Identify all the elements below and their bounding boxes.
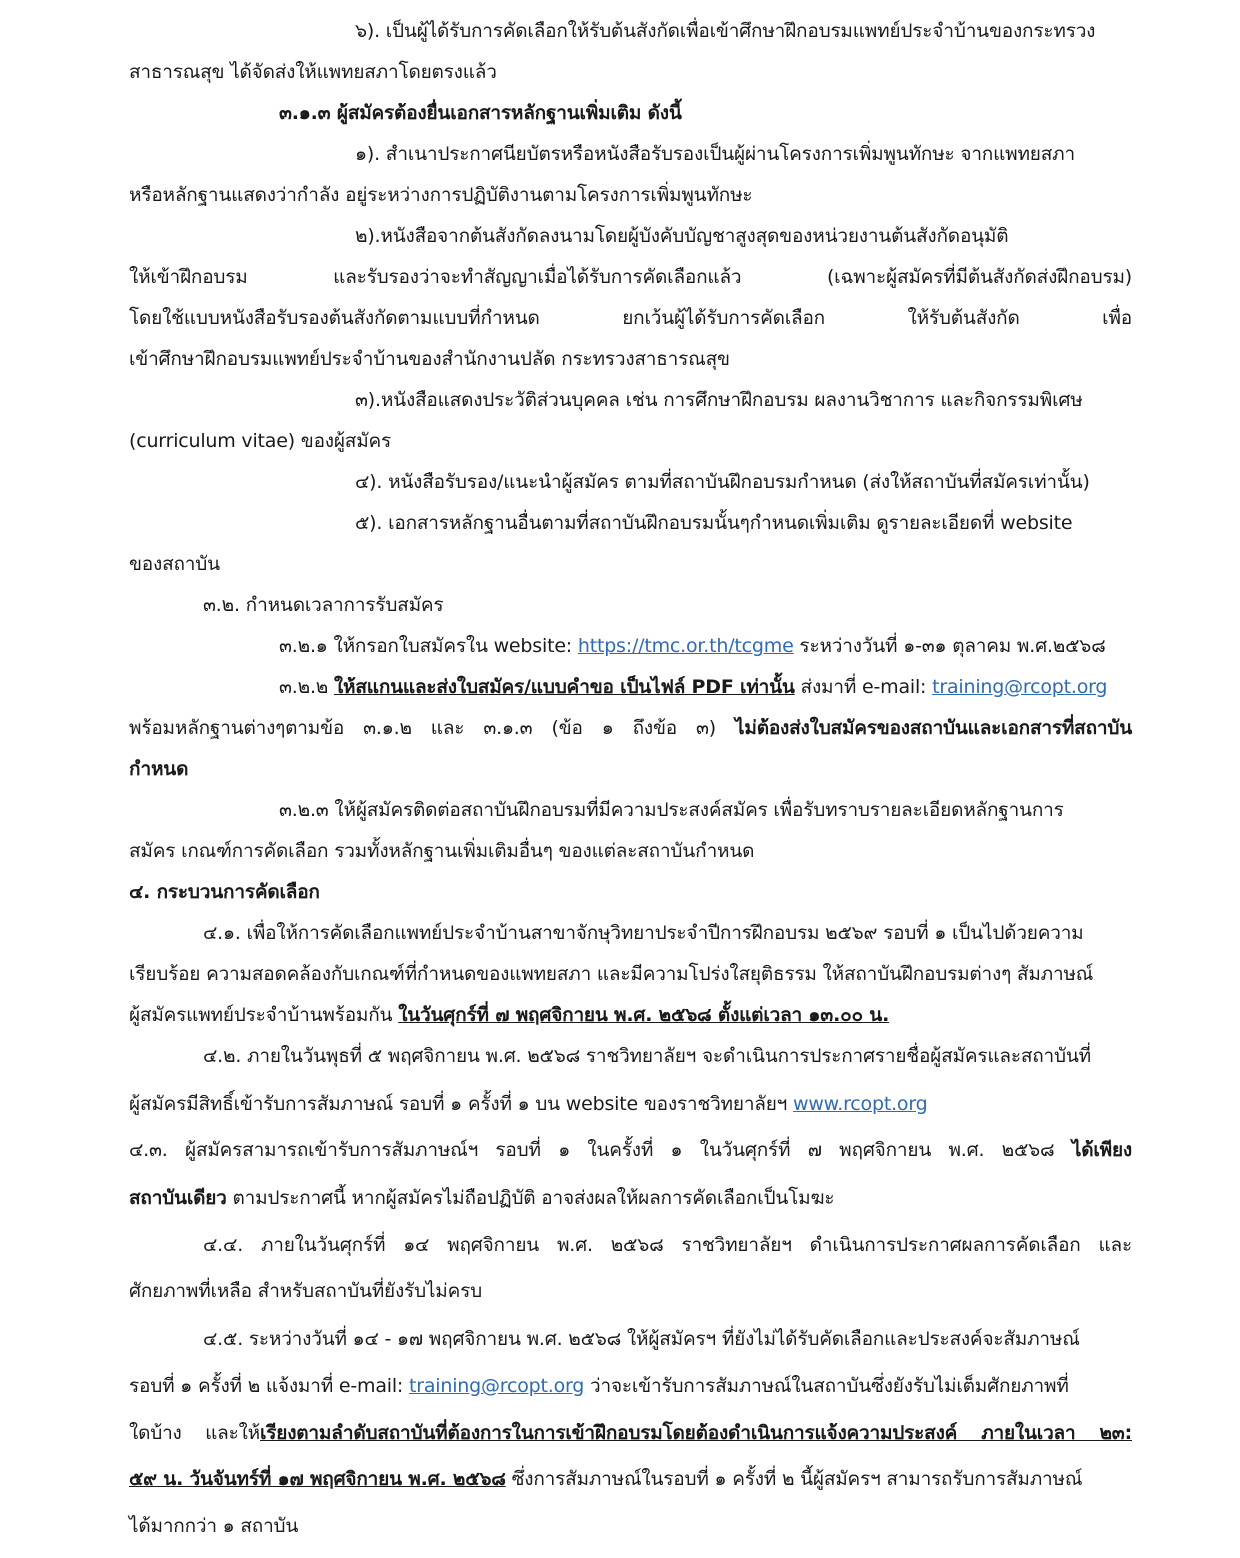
doc-line: ได้มากกว่า ๑ สถาบัน (129, 1515, 299, 1537)
doc-line: หรือหลักฐานแสดงว่ากำลัง อยู่ระหว่างการปฏิบัติงานตามโครงการเพิ่มพูนทักษะ (129, 184, 753, 206)
doc-line: โดยใช้แบบหนังสือรับรองต้นสังกัดตามแบบที่กำหนด ยกเว้นผู้ได้รับการคัดเลือก ให้รับต้นสังกัด เพื่อ (129, 307, 1132, 329)
emphasis-text: ได้เพียง (1071, 1139, 1132, 1161)
line-text: ใดบ้าง และให้ (129, 1422, 260, 1444)
doc-line: ๔). หนังสือรับรอง/แนะนำผู้สมัคร ตามที่สถาบันฝึกอบรมกำหนด (ส่งให้สถาบันที่สมัครเท่านั้น) (355, 471, 1090, 493)
doc-line: ๔.๑. เพื่อให้การคัดเลือกแพทย์ประจำบ้านสาขาจักษุวิทยาประจำปีการฝึกอบรม ๒๕๖๙ รอบที่ ๑ เป็นไปด้วยความ (203, 922, 1084, 944)
doc-line: ๓.๒.๓ ให้ผู้สมัครติดต่อสถาบันฝึกอบรมที่มีความประสงค์สมัคร เพื่อรับทราบรายละเอียดหลักฐานการ (279, 799, 1064, 821)
line-text: ๔.๓. ผู้สมัครสามารถเข้ารับการสัมภาษณ์ฯ รอบที่ ๑ ในครั้งที่ ๑ ในวันศุกร์ที่ ๗ พฤศจิกายน พ.ศ. ๒๕๖๘ (129, 1139, 1072, 1161)
doc-line: ๓).หนังสือแสดงประวัติส่วนบุคคล เช่น การศึกษาฝึกอบรม ผลงานวิชาการ และกิจกรรมพิเศษ (355, 389, 1083, 411)
doc-line: สมัคร เกณฑ์การคัดเลือก รวมทั้งหลักฐานเพิ่มเติมอื่นๆ ของแต่ละสถาบันกำหนด (129, 840, 755, 862)
doc-line (129, 1002, 889, 1028)
doc-line (129, 715, 1132, 741)
doc-line (129, 1185, 834, 1211)
doc-line: ๔.๔. ภายในวันศุกร์ที่ ๑๔ พฤศจิกายน พ.ศ. ๒๕๖๘ ราชวิทยาลัยฯ ดำเนินการประกาศผลการคัดเลือก และ (203, 1234, 1132, 1256)
doc-line: เรียบร้อย ความสอดคล้องกับเกณฑ์ที่กำหนดของแพทยสภา และมีความโปร่งใสยุติธรรม ให้สถาบันฝึกอบรมต่างๆ สัมภาษณ์ (129, 963, 1094, 985)
line-text: ซึ่งการสัมภาษณ์ในรอบที่ ๑ ครั้งที่ ๒ นี้ผู้สมัครฯ สามารถรับการสัมภาษณ์ (505, 1468, 1083, 1490)
line-text: ๓.๒.๑ ให้กรอกใบสมัครใน website: (279, 635, 578, 657)
line-text: ผู้สมัครแพทย์ประจำบ้านพร้อมกัน (129, 1004, 399, 1026)
doc-line (129, 1373, 1069, 1399)
section-heading: ๔. กระบวนการคัดเลือก (129, 881, 320, 903)
doc-line (129, 1420, 1132, 1446)
emphasis-text: เรียงตามลำดับสถาบันที่ต้องการในการเข้าฝึกอบรมโดยต้องดำเนินการแจ้งความประสงค์ ภายในเวลา ๒๓: (259, 1422, 1132, 1444)
doc-line: กำหนด (129, 758, 189, 780)
emphasis-text: สถาบันเดียว (129, 1187, 227, 1209)
subsection-heading: ๓.๒. กำหนดเวลาการรับสมัคร (203, 594, 444, 616)
section-heading: ๓.๑.๓ ผู้สมัครต้องยื่นเอกสารหลักฐานเพิ่มเติม ดังนี้ (279, 102, 682, 124)
line-text: พร้อมหลักฐานต่างๆตามข้อ ๓.๑.๒ และ ๓.๑.๓ (ข้อ ๑ ถึงข้อ ๓) (129, 717, 736, 739)
line-text: ว่าจะเข้ารับการสัมภาษณ์ในสถาบันซึ่งยังรับไม่เต็มศักยภาพที่ (584, 1375, 1069, 1397)
line-text: ตามประกาศนี้ หากผู้สมัครไม่ถือปฏิบัติ อาจส่งผลให้ผลการคัดเลือกเป็นโมฆะ (226, 1187, 835, 1209)
doc-line (279, 633, 1106, 659)
emphasis-text: ไม่ต้องส่งใบสมัครของสถาบันและเอกสารที่สถาบัน (735, 717, 1132, 739)
doc-line (129, 1137, 1132, 1163)
doc-line (129, 1091, 927, 1117)
tcgme-link[interactable]: https://tmc.or.th/tcgme (577, 635, 794, 657)
line-text: ผู้สมัครมีสิทธิ์เข้ารับการสัมภาษณ์ รอบที่ ๑ ครั้งที่ ๑ บน website ของราชวิทยาลัยฯ (129, 1093, 793, 1115)
line-text: ระหว่างวันที่ ๑-๓๑ ตุลาคม พ.ศ.๒๕๖๘ (793, 635, 1106, 657)
doc-line (279, 674, 1107, 700)
email-link[interactable]: training@rcopt.org (408, 1375, 585, 1397)
doc-line: สาธารณสุข ได้จัดส่งให้แพทยสภาโดยตรงแล้ว (129, 61, 497, 83)
doc-line: ๒).หนังสือจากต้นสังกัดลงนามโดยผู้บังคับบัญชาสูงสุดของหน่วยงานต้นสังกัดอนุมัติ (355, 225, 1009, 247)
doc-line: ๕). เอกสารหลักฐานอื่นตามที่สถาบันฝึกอบรมนั้นๆกำหนดเพิ่มเติม ดูรายละเอียดที่ website (355, 512, 1073, 534)
email-link[interactable]: training@rcopt.org (932, 676, 1108, 698)
doc-line: ๔.๕. ระหว่างวันที่ ๑๔ - ๑๗ พฤศจิกายน พ.ศ. ๒๕๖๘ ให้ผู้สมัครฯ ที่ยังไม่ได้รับคัดเลือกและประสงค์จะสัมภาษณ์ (203, 1328, 1080, 1350)
emphasis-text: ให้สแกนและส่งใบสมัคร/แบบคำขอ เป็นไฟล์ PDF เท่านั้น (333, 676, 795, 698)
line-text: รอบที่ ๑ ครั้งที่ ๒ แจ้งมาที่ e-mail: (129, 1375, 409, 1397)
doc-line: ๔.๒. ภายในวันพุธที่ ๕ พฤศจิกายน พ.ศ. ๒๕๖๘ ราชวิทยาลัยฯ จะดำเนินการประกาศรายชื่อผู้สมัครและสถาบันที่ (203, 1045, 1091, 1067)
doc-line: ให้เข้าฝึกอบรม และรับรองว่าจะทำสัญญาเมื่อได้รับการคัดเลือกแล้ว (เฉพาะผู้สมัครที่มีต้นสังกัดส่งฝึกอบรม) (129, 266, 1132, 288)
emphasis-text: ในวันศุกร์ที่ ๗ พฤศจิกายน พ.ศ. ๒๕๖๘ ตั้งแต่เวลา ๑๓.๐๐ น. (398, 1004, 890, 1026)
emphasis-text: ๕๙ น. วันจันทร์ที่ ๑๗ พฤศจิกายน พ.ศ. ๒๕๖๘ (129, 1468, 506, 1490)
line-text: ส่งมาที่ e-mail: (794, 676, 933, 698)
rcopt-website-link[interactable]: www.rcopt.org (792, 1093, 928, 1115)
doc-line: เข้าศึกษาฝึกอบรมแพทย์ประจำบ้านของสำนักงานปลัด กระทรวงสาธารณสุข (129, 348, 730, 370)
doc-line: (curriculum vitae) ของผู้สมัคร (129, 430, 392, 452)
doc-line: ของสถาบัน (129, 553, 220, 575)
line-text: ๓.๒.๒ (279, 676, 334, 698)
doc-line: ๖). เป็นผู้ได้รับการคัดเลือกให้รับต้นสังกัดเพื่อเข้าศึกษาฝึกอบรมแพทย์ประจำบ้านของกระทรวง (355, 20, 1096, 42)
doc-line: ศักยภาพที่เหลือ สำหรับสถาบันที่ยังรับไม่ครบ (129, 1280, 482, 1302)
doc-line: ๑). สำเนาประกาศนียบัตรหรือหนังสือรับรองเป็นผู้ผ่านโครงการเพิ่มพูนทักษะ จากแพทยสภา (355, 143, 1075, 165)
doc-line (129, 1466, 1082, 1492)
